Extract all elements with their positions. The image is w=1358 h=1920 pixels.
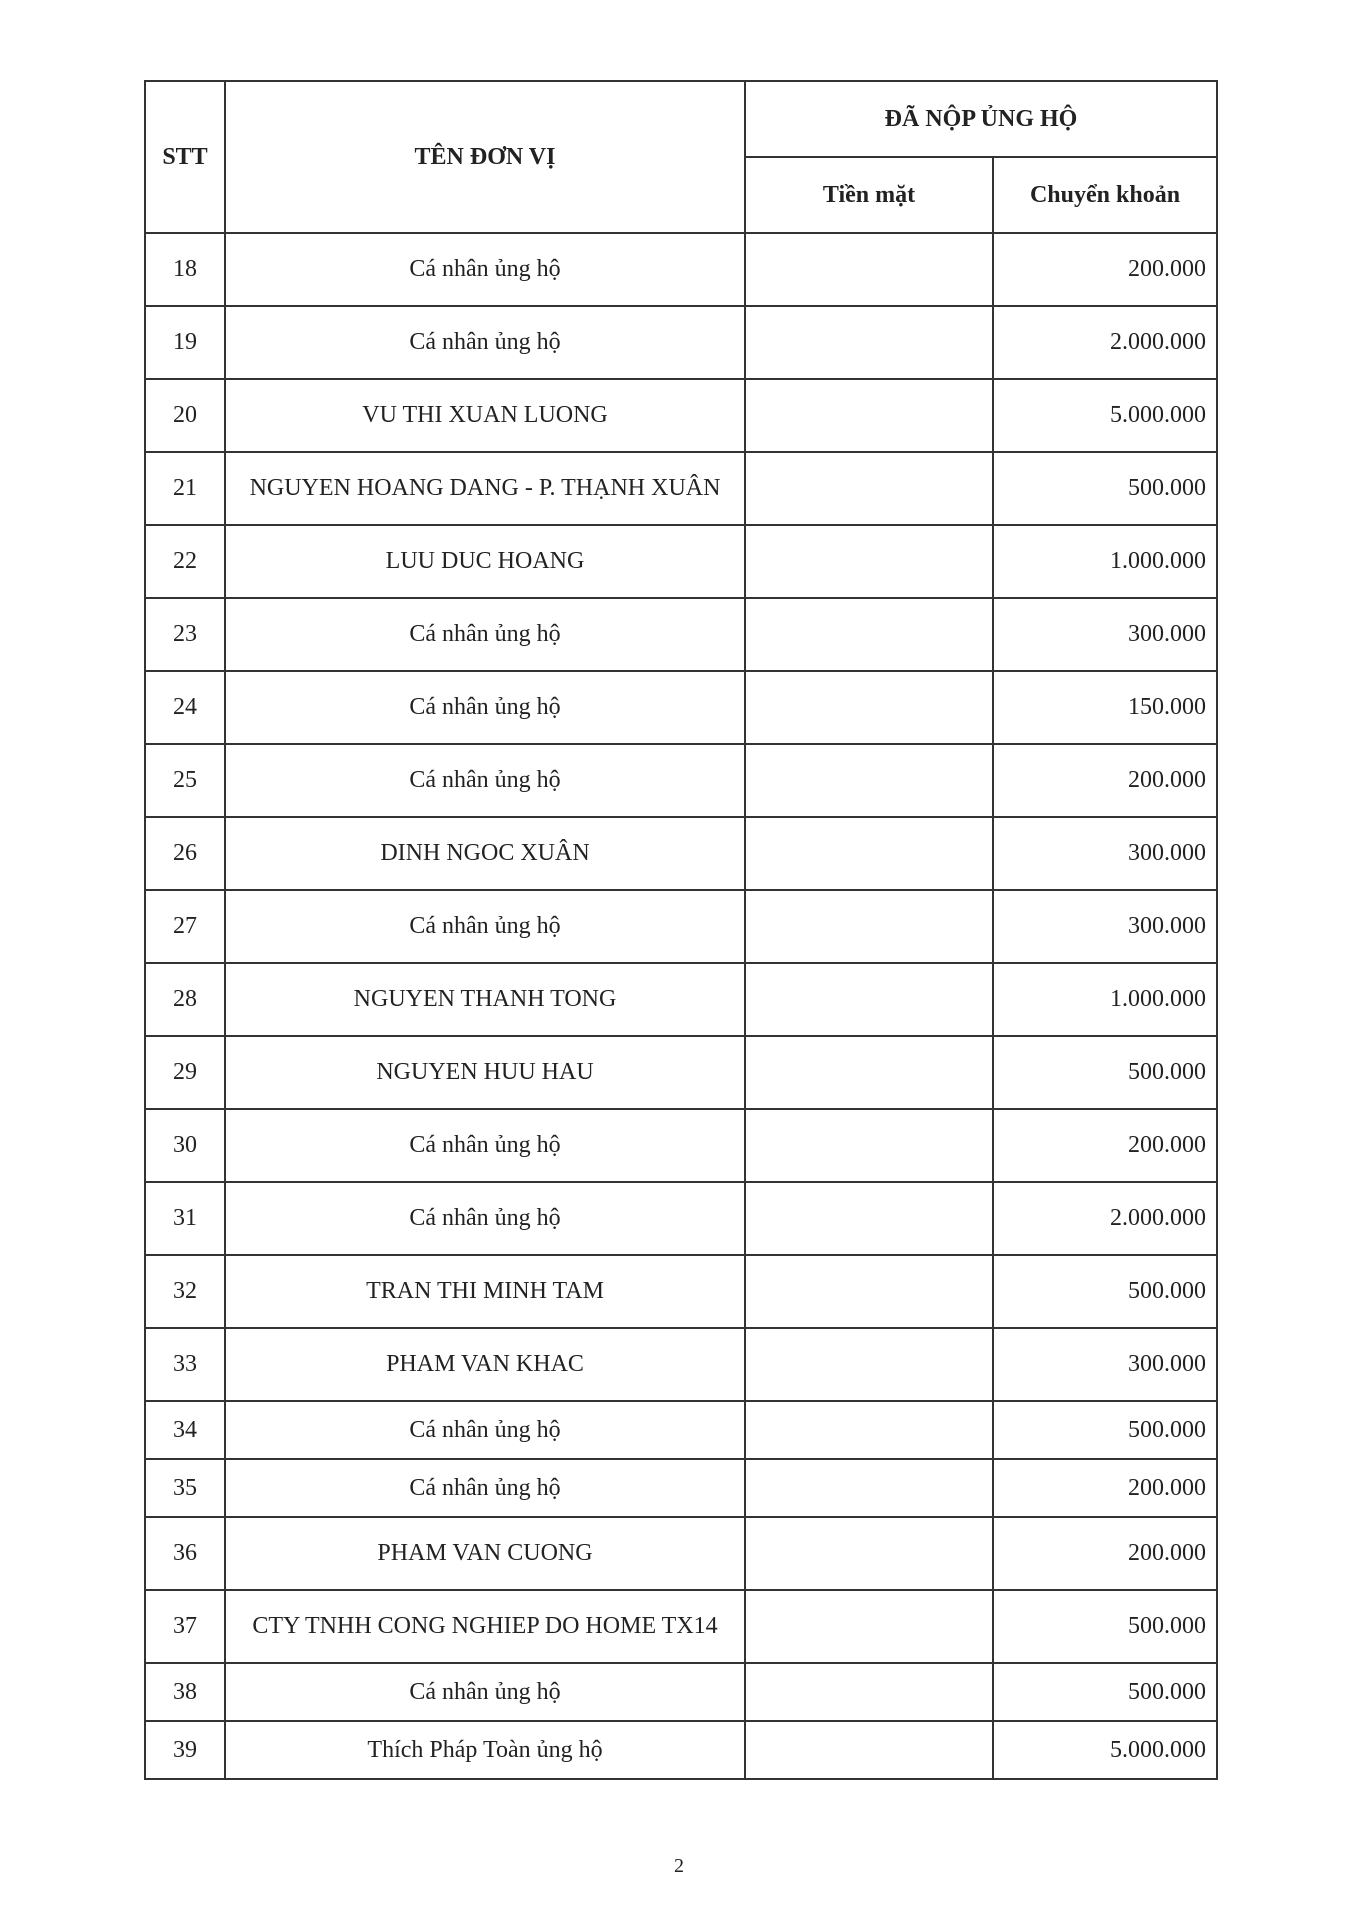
cell-name: Cá nhân ủng hộ: [225, 1459, 745, 1517]
cell-name: Cá nhân ủng hộ: [225, 233, 745, 306]
table-row: [145, 452, 1217, 525]
cell-stt: 21: [145, 452, 225, 525]
header-paid-group: ĐÃ NỘP ỦNG HỘ: [745, 81, 1217, 157]
cell-transfer: 200.000: [993, 1459, 1217, 1517]
cell-transfer: 1.000.000: [993, 525, 1217, 598]
cell-stt: 34: [145, 1401, 225, 1459]
table-row: [145, 1721, 1217, 1779]
cell-stt: 25: [145, 744, 225, 817]
cell-name: Cá nhân ủng hộ: [225, 890, 745, 963]
cell-name: LUU DUC HOANG: [225, 525, 745, 598]
cell-stt: 35: [145, 1459, 225, 1517]
cell-stt: 37: [145, 1590, 225, 1663]
table-row: [145, 1401, 1217, 1459]
cell-name: Cá nhân ủng hộ: [225, 1663, 745, 1721]
cell-cash: [745, 1517, 993, 1590]
cell-transfer: 200.000: [993, 744, 1217, 817]
cell-transfer: 500.000: [993, 452, 1217, 525]
cell-transfer: 2.000.000: [993, 1182, 1217, 1255]
table-row: [145, 1182, 1217, 1255]
cell-stt: 29: [145, 1036, 225, 1109]
cell-name: DINH NGOC XUÂN: [225, 817, 745, 890]
cell-transfer: 1.000.000: [993, 963, 1217, 1036]
table-row: [145, 671, 1217, 744]
cell-transfer: 500.000: [993, 1663, 1217, 1721]
table-row: [145, 1255, 1217, 1328]
cell-cash: [745, 1459, 993, 1517]
header-unit-name: TÊN ĐƠN VỊ: [225, 81, 745, 233]
cell-stt: 38: [145, 1663, 225, 1721]
header-cash: Tiền mặt: [745, 157, 993, 233]
cell-transfer: 300.000: [993, 1328, 1217, 1401]
header-transfer: Chuyển khoản: [993, 157, 1217, 233]
table-row: [145, 1590, 1217, 1663]
cell-cash: [745, 1182, 993, 1255]
cell-cash: [745, 890, 993, 963]
cell-stt: 36: [145, 1517, 225, 1590]
cell-name: Cá nhân ủng hộ: [225, 598, 745, 671]
cell-cash: [745, 671, 993, 744]
cell-cash: [745, 525, 993, 598]
cell-cash: [745, 1328, 993, 1401]
cell-stt: 26: [145, 817, 225, 890]
cell-transfer: 300.000: [993, 817, 1217, 890]
cell-cash: [745, 452, 993, 525]
cell-name: VU THI XUAN LUONG: [225, 379, 745, 452]
cell-name: PHAM VAN KHAC: [225, 1328, 745, 1401]
cell-stt: 32: [145, 1255, 225, 1328]
table-row: [145, 1517, 1217, 1590]
cell-transfer: 5.000.000: [993, 1721, 1217, 1779]
cell-name: Cá nhân ủng hộ: [225, 671, 745, 744]
page-number: 2: [674, 1855, 684, 1877]
cell-transfer: 300.000: [993, 598, 1217, 671]
cell-name: Cá nhân ủng hộ: [225, 744, 745, 817]
cell-transfer: 200.000: [993, 233, 1217, 306]
cell-name: NGUYEN THANH TONG: [225, 963, 745, 1036]
cell-name: TRAN THI MINH TAM: [225, 1255, 745, 1328]
cell-transfer: 5.000.000: [993, 379, 1217, 452]
cell-name: NGUYEN HUU HAU: [225, 1036, 745, 1109]
cell-cash: [745, 1590, 993, 1663]
cell-stt: 33: [145, 1328, 225, 1401]
cell-stt: 31: [145, 1182, 225, 1255]
cell-stt: 23: [145, 598, 225, 671]
cell-transfer: 500.000: [993, 1255, 1217, 1328]
donation-table: [144, 80, 1218, 1780]
cell-cash: [745, 1109, 993, 1182]
table-row: [145, 1036, 1217, 1109]
cell-name: NGUYEN HOANG DANG - P. THẠNH XUÂN: [225, 452, 745, 525]
table-row: [145, 817, 1217, 890]
cell-cash: [745, 233, 993, 306]
table-row: [145, 1663, 1217, 1721]
table-row: [145, 233, 1217, 306]
cell-name: Cá nhân ủng hộ: [225, 306, 745, 379]
table-body: [145, 233, 1217, 1779]
cell-cash: [745, 963, 993, 1036]
cell-transfer: 200.000: [993, 1109, 1217, 1182]
cell-name: Thích Pháp Toàn ủng hộ: [225, 1721, 745, 1779]
cell-cash: [745, 1255, 993, 1328]
header-stt: STT: [145, 81, 225, 233]
table-row: [145, 963, 1217, 1036]
cell-name: Cá nhân ủng hộ: [225, 1401, 745, 1459]
cell-cash: [745, 744, 993, 817]
table-row: [145, 525, 1217, 598]
cell-transfer: 500.000: [993, 1590, 1217, 1663]
table-row: [145, 1109, 1217, 1182]
cell-name: PHAM VAN CUONG: [225, 1517, 745, 1590]
cell-transfer: 2.000.000: [993, 306, 1217, 379]
cell-cash: [745, 817, 993, 890]
table-row: [145, 379, 1217, 452]
table-row: [145, 890, 1217, 963]
table-row: [145, 1459, 1217, 1517]
cell-cash: [745, 1721, 993, 1779]
cell-transfer: 150.000: [993, 671, 1217, 744]
cell-stt: 20: [145, 379, 225, 452]
table-row: [145, 1328, 1217, 1401]
cell-cash: [745, 306, 993, 379]
table-row: [145, 598, 1217, 671]
table-header: [145, 81, 1217, 233]
cell-name: CTY TNHH CONG NGHIEP DO HOME TX14: [225, 1590, 745, 1663]
cell-stt: 39: [145, 1721, 225, 1779]
cell-cash: [745, 1401, 993, 1459]
cell-name: Cá nhân ủng hộ: [225, 1182, 745, 1255]
cell-transfer: 500.000: [993, 1036, 1217, 1109]
cell-cash: [745, 598, 993, 671]
table-row: [145, 744, 1217, 817]
cell-stt: 24: [145, 671, 225, 744]
cell-cash: [745, 1036, 993, 1109]
cell-stt: 27: [145, 890, 225, 963]
cell-stt: 19: [145, 306, 225, 379]
cell-name: Cá nhân ủng hộ: [225, 1109, 745, 1182]
cell-stt: 28: [145, 963, 225, 1036]
cell-stt: 22: [145, 525, 225, 598]
cell-transfer: 200.000: [993, 1517, 1217, 1590]
cell-transfer: 300.000: [993, 890, 1217, 963]
cell-stt: 18: [145, 233, 225, 306]
cell-stt: 30: [145, 1109, 225, 1182]
cell-cash: [745, 1663, 993, 1721]
cell-cash: [745, 379, 993, 452]
table-row: [145, 306, 1217, 379]
cell-transfer: 500.000: [993, 1401, 1217, 1459]
